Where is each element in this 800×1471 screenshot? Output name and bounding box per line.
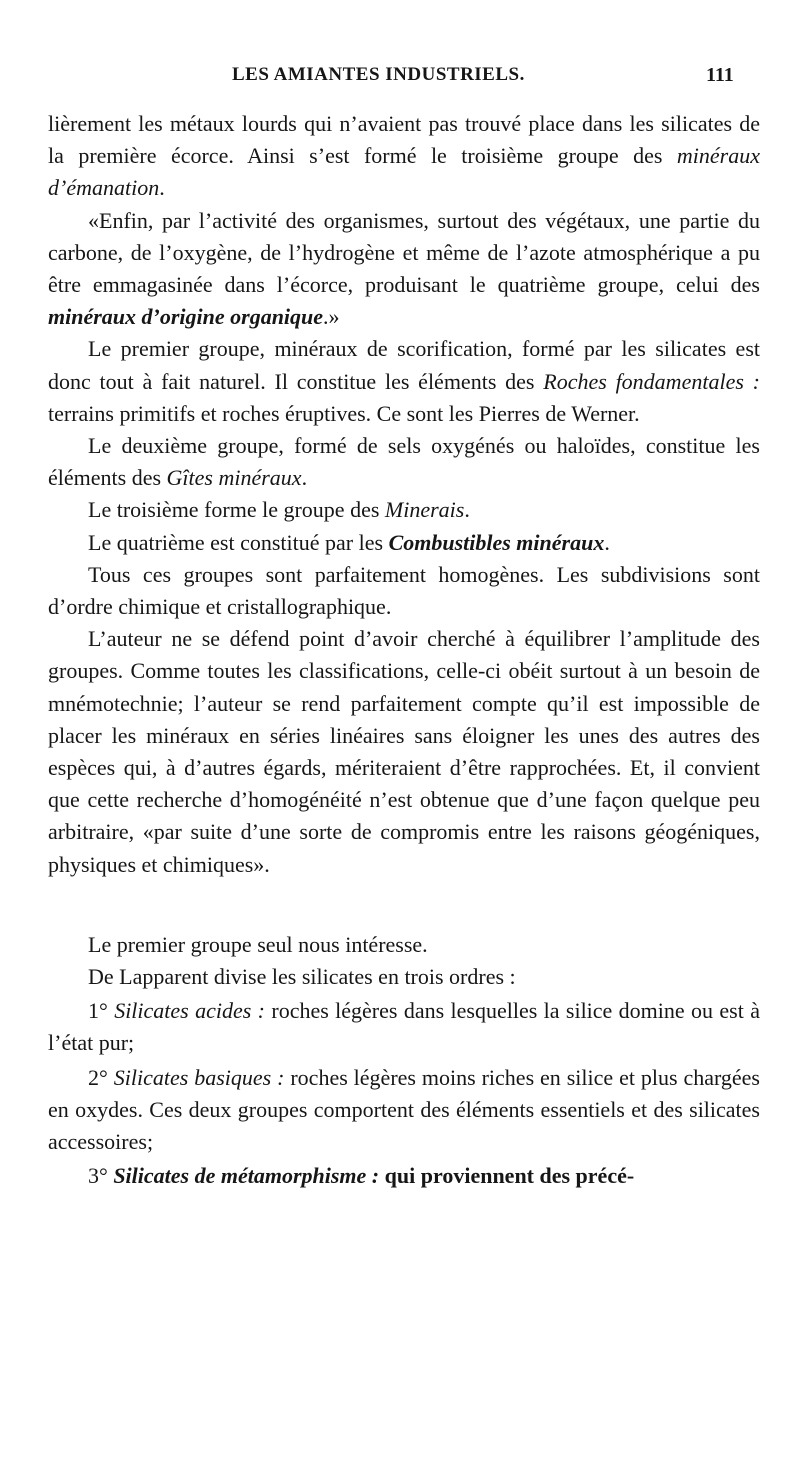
list-number: 2°: [88, 1064, 108, 1090]
paragraph-text: Le troisième forme le groupe des: [88, 497, 385, 523]
italic-term: minéraux d’émanation: [48, 143, 760, 201]
paragraph-text: Le premier groupe, minéraux de scorification, formé par les silicates est donc tout à fait naturel. Il constitue les éléments des: [48, 336, 760, 394]
list-number: 1°: [88, 998, 108, 1024]
italic-term: minéraux d’origine organique: [48, 304, 324, 330]
list-number: 3°: [88, 1163, 108, 1189]
paragraph-text: .: [301, 465, 308, 491]
paragraph: [48, 333, 760, 430]
list-item: [48, 1160, 760, 1192]
list-item: [48, 1062, 760, 1159]
paragraph-text: L’auteur ne se défend point d’avoir cherché à équilibrer l’amplitude des groupes. Comme toutes les classifications, celle-ci obéit surtout à un besoin de mnémotechnie; l’auteur se rend parfaitement compte qu’il est impossible de placer les minéraux en séries linéaires sans éloigner les unes des autres des espèces qui, à d’autres égards, mériteraient d’être rapprochées. Et, il convient que cette recherche d’homogénéité n’est obtenue que d’une façon quelque peu arbitraire, «par suite d’une sorte de compromis entre les raisons géogéniques, physiques et chimiques».: [48, 626, 760, 877]
paragraph-text: .»: [323, 304, 340, 330]
italic-term: Silicates acides :: [114, 998, 265, 1024]
paragraph-text: lièrement les métaux lourds qui n’avaient pas trouvé place dans les silicates de la première écorce. Ainsi s’est formé le troisième groupe des: [48, 111, 760, 169]
page-header: [0, 64, 800, 94]
paragraph-text: qui proviennent des précé-: [379, 1163, 635, 1189]
italic-term: Roches fondamentales :: [543, 368, 760, 394]
italic-term: Minerais: [384, 497, 465, 523]
running-title: LES AMIANTES INDUSTRIELS.: [232, 64, 525, 85]
italic-term: Combustibles minéraux: [388, 529, 605, 555]
paragraph: [48, 527, 760, 559]
paragraph: [48, 929, 760, 961]
list-item: [48, 995, 760, 1059]
paragraph-text: .: [464, 497, 470, 523]
paragraph: [48, 623, 760, 881]
paragraph: [48, 494, 760, 526]
italic-term: Silicates de métamorphisme :: [113, 1163, 380, 1189]
paragraph-text: Tous ces groupes sont parfaitement homogènes. Les subdivisions sont d’ordre chimique et cristallographique.: [48, 561, 760, 620]
body-text: [48, 108, 760, 1193]
paragraph-text: terrains primitifs et roches éruptives. Ce sont les Pierres de Werner.: [48, 400, 640, 426]
italic-term: Silicates basiques :: [113, 1064, 285, 1090]
paragraph-text: Le quatrième est constitué par les: [88, 529, 389, 555]
paragraph: [48, 559, 760, 623]
paragraph-text: «Enfin, par l’activité des organismes, surtout des végétaux, une partie du carbone, de l’oxygène, de l’hydrogène et même de l’azote atmosphérique a pu être emmagasinée dans l’écorce, produisant le quatrième groupe, celui des: [48, 207, 760, 298]
paragraph-text: roches légères dans lesquelles la silice domine ou est à l’état pur;: [48, 998, 760, 1056]
paragraph: [48, 961, 760, 993]
paragraph-text: De Lapparent divise les silicates en trois ordres :: [88, 964, 516, 990]
paragraph-text: roches légères moins riches en silice et plus chargées en oxydes. Ces deux groupes comportent des éléments essentiels et des silicates accessoires;: [48, 1064, 760, 1155]
italic-term: Gîtes minéraux: [166, 465, 302, 491]
paragraph-text: .: [604, 529, 610, 555]
paragraph-text: Le deuxième groupe, formé de sels oxygénés ou haloïdes, constitue les éléments des: [48, 433, 760, 491]
page-number: 111: [706, 64, 734, 86]
paragraph-text: Le premier groupe seul nous intéresse.: [88, 931, 428, 957]
paragraph: [48, 108, 760, 205]
paragraph: [48, 205, 760, 334]
paragraph: [48, 430, 760, 494]
paragraph-text: .: [159, 175, 165, 201]
